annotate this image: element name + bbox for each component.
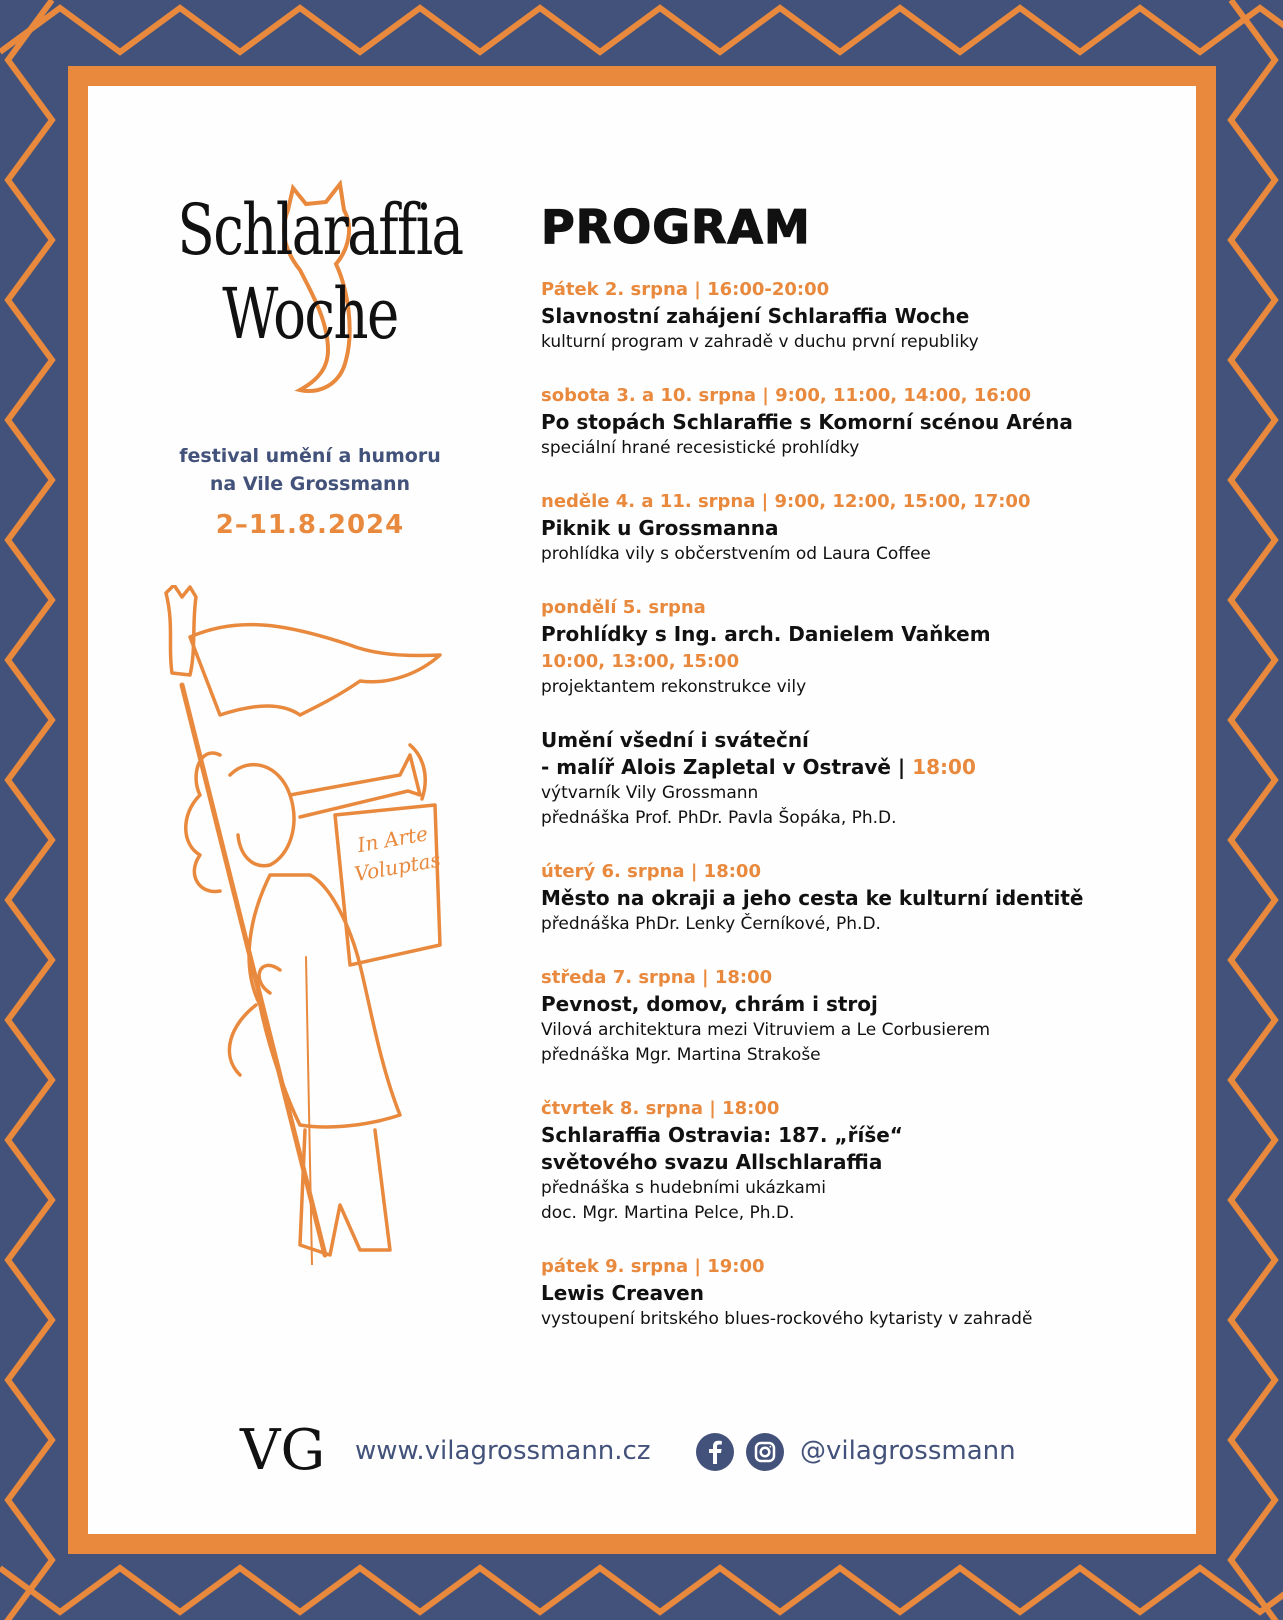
event-3 xyxy=(541,488,1161,567)
event-title: Umění všední i sváteční xyxy=(541,728,809,752)
event-title: Pevnost, domov, chrám i stroj xyxy=(541,992,878,1016)
event-desc: přednáška Mgr. Martina Strakoše xyxy=(541,1045,821,1065)
event-meta: pátek 9. srpna | 19:00 xyxy=(541,1256,765,1277)
event-desc: Vilová architektura mezi Vitruviem a Le Corbusierem xyxy=(541,1020,991,1040)
event-6 xyxy=(541,858,1161,937)
event-meta: pondělí 5. srpna xyxy=(541,597,706,618)
event-title-line2: světového svazu Allschlaraffia xyxy=(541,1150,883,1174)
event-title: Město na okraji a jeho cesta ke kulturní identitě xyxy=(541,886,1084,910)
event-2 xyxy=(541,382,1161,461)
event-title-line2-text: - malíř Alois Zapletal v Ostravě | xyxy=(541,755,906,779)
event-meta: úterý 6. srpna | 18:00 xyxy=(541,861,761,882)
event-title: Lewis Creaven xyxy=(541,1281,704,1305)
event-time: 18:00 xyxy=(905,755,976,779)
facebook-icon[interactable] xyxy=(696,1433,734,1471)
festival-logo xyxy=(177,188,463,356)
event-desc: projektantem rekonstrukce vily xyxy=(541,677,807,697)
festival-dates: 2–11.8.2024 xyxy=(215,510,405,540)
event-desc: výtvarník Vily Grossmann xyxy=(541,783,759,803)
event-desc: vystoupení britského blues-rockového kytaristy v zahradě xyxy=(541,1309,1033,1329)
event-meta: neděle 4. a 11. srpna | 9:00, 12:00, 15:00, 17:00 xyxy=(541,491,1031,512)
tagline-line2: na Vile Grossmann xyxy=(209,473,411,495)
banner-line2: Voluptas xyxy=(352,847,443,887)
tagline-line1: festival umění a humoru xyxy=(179,445,441,467)
vg-monogram-logo: VG xyxy=(240,1418,326,1483)
festival-tagline xyxy=(140,442,480,498)
event-title: Schlaraffia Ostravia: 187. „říše“ xyxy=(541,1123,903,1147)
event-4 xyxy=(541,594,1161,700)
event-meta: středa 7. srpna | 18:00 xyxy=(541,967,773,988)
event-meta: Pátek 2. srpna | 16:00-20:00 xyxy=(541,279,830,300)
social-handle-link[interactable]: @vilagrossmann xyxy=(800,1436,1016,1466)
event-meta: sobota 3. a 10. srpna | 9:00, 11:00, 14:00, 16:00 xyxy=(541,385,1032,406)
event-desc: doc. Mgr. Martina Pelce, Ph.D. xyxy=(541,1203,795,1223)
event-times: 10:00, 13:00, 15:00 xyxy=(541,651,740,672)
event-title: Piknik u Grossmanna xyxy=(541,516,779,540)
instagram-icon[interactable] xyxy=(746,1433,784,1471)
event-meta: čtvrtek 8. srpna | 18:00 xyxy=(541,1098,780,1119)
event-title: Po stopách Schlaraffie s Komorní scénou Aréna xyxy=(541,410,1073,434)
event-desc: přednáška Prof. PhDr. Pavla Šopáka, Ph.D. xyxy=(541,808,897,828)
event-desc: kulturní program v zahradě v duchu první republiky xyxy=(541,332,979,352)
event-desc: speciální hrané recesistické prohlídky xyxy=(541,438,860,458)
event-5 xyxy=(541,727,1161,831)
website-link[interactable]: www.vilagrossmann.cz xyxy=(355,1436,651,1466)
event-9 xyxy=(541,1253,1161,1332)
banner-line1: In Arte xyxy=(355,821,430,858)
herald-illustration xyxy=(160,585,490,1269)
event-title: Prohlídky s Ing. arch. Danielem Vaňkem xyxy=(541,622,991,646)
event-desc: prohlídka vily s občerstvením od Laura Coffee xyxy=(541,544,931,564)
event-1 xyxy=(541,276,1161,355)
event-title-line2 xyxy=(541,754,1161,781)
logo-line1: Schlaraffia xyxy=(177,189,463,271)
program-heading: PROGRAM xyxy=(541,200,811,254)
program-section xyxy=(541,200,1161,1359)
event-8 xyxy=(541,1095,1161,1226)
footer xyxy=(240,1418,1090,1488)
event-desc: přednáška s hudebními ukázkami xyxy=(541,1178,827,1198)
event-desc: přednáška PhDr. Lenky Černíkové, Ph.D. xyxy=(541,914,881,934)
event-7 xyxy=(541,964,1161,1068)
logo-line2: Woche xyxy=(222,273,398,355)
event-title: Slavnostní zahájení Schlaraffia Woche xyxy=(541,304,970,328)
